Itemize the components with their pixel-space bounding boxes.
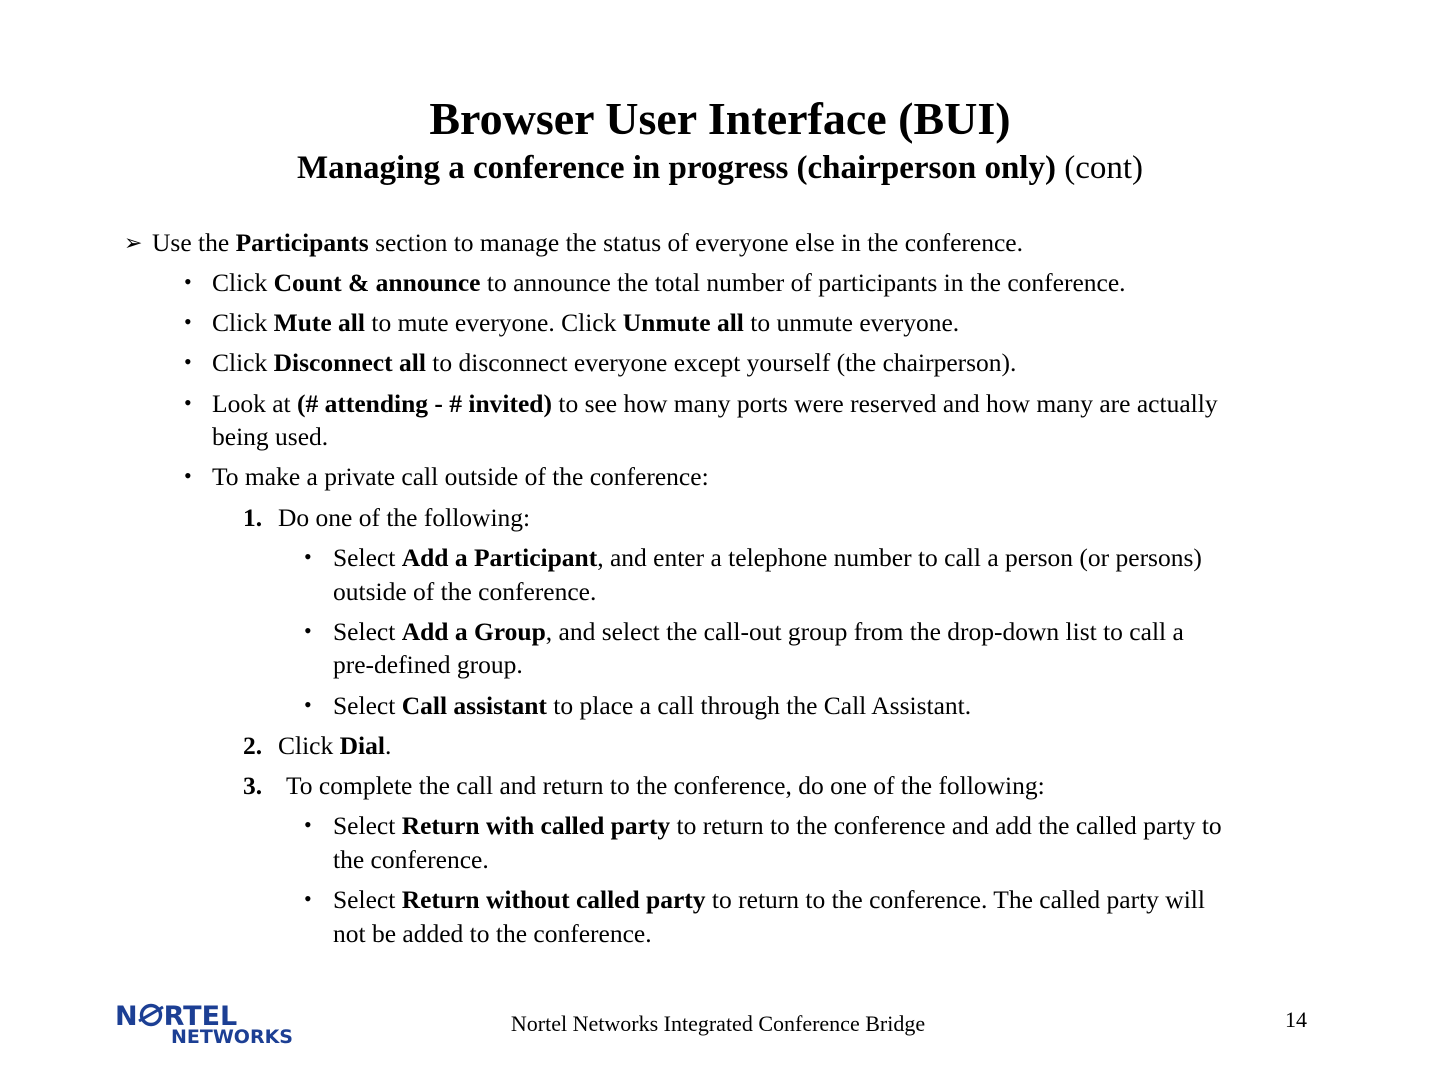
item-add-group: Select Add a Group, and select the call-out group from the drop-down list to call a <box>333 617 1184 646</box>
item-add-group-cont: pre-defined group. <box>333 650 523 679</box>
item-mute-all: Click Mute all to mute everyone. Click Unmute all to unmute everyone. <box>212 308 960 337</box>
bullet: • <box>184 309 192 334</box>
bullet: • <box>304 618 312 643</box>
bullet: • <box>184 269 192 294</box>
slide-subtitle <box>0 148 1440 188</box>
item-disconnect-all: Click Disconnect all to disconnect everyone except yourself (the chairperson). <box>212 348 1017 377</box>
subtitle-bold: Managing a conference in progress (chairperson only) <box>296 150 1056 186</box>
bullet: • <box>304 544 312 569</box>
logo-wordmark-top: N RTEL <box>115 1001 238 1032</box>
item-count-announce: Click Count & announce to announce the total number of participants in the conference. <box>212 268 1126 297</box>
bullet: • <box>304 886 312 911</box>
item-participants: Use the Participants section to manage the status of everyone else in the conference. <box>152 228 1023 257</box>
item-return-with-cont: the conference. <box>333 845 489 874</box>
bullet: • <box>304 692 312 717</box>
item-return-without: Select Return without called party to return to the conference. The called party will <box>333 885 1205 914</box>
bullet: • <box>184 390 192 415</box>
footer-title: Nortel Networks Integrated Conference Bridge <box>510 1011 926 1036</box>
step-1-text: Do one of the following: <box>278 503 531 532</box>
item-return-without-cont: not be added to the conference. <box>333 919 652 948</box>
step-number-2: 2. <box>243 731 263 760</box>
arrow-marker: ➢ <box>124 230 143 255</box>
logo-wordmark-bottom: NETWORKS <box>171 1026 293 1048</box>
step-number-1: 1. <box>243 503 263 532</box>
item-attending-invited-cont: being used. <box>212 422 329 451</box>
step-number-3: 3. <box>243 771 263 800</box>
item-attending-invited: Look at (# attending - # invited) to see how many ports were reserved and how many are actually <box>212 389 1218 418</box>
bullet: • <box>184 349 192 374</box>
bullet: • <box>304 812 312 837</box>
step-2-text: Click Dial. <box>278 731 392 760</box>
subtitle-normal: (cont) <box>1055 150 1143 186</box>
item-private-call: To make a private call outside of the conference: <box>212 462 709 491</box>
item-add-participant-cont: outside of the conference. <box>333 577 597 606</box>
item-return-with: Select Return with called party to return to the conference and add the called party to <box>333 811 1222 840</box>
item-add-participant: Select Add a Participant, and enter a telephone number to call a person (or persons) <box>333 543 1202 572</box>
bullet: • <box>184 463 192 488</box>
step-3-text: To complete the call and return to the conference, do one of the following: <box>286 771 1045 800</box>
item-call-assistant: Select Call assistant to place a call through the Call Assistant. <box>333 691 972 720</box>
slide-title: Browser User Interface (BUI) <box>429 93 1011 144</box>
page-number: 14 <box>1285 1007 1307 1032</box>
